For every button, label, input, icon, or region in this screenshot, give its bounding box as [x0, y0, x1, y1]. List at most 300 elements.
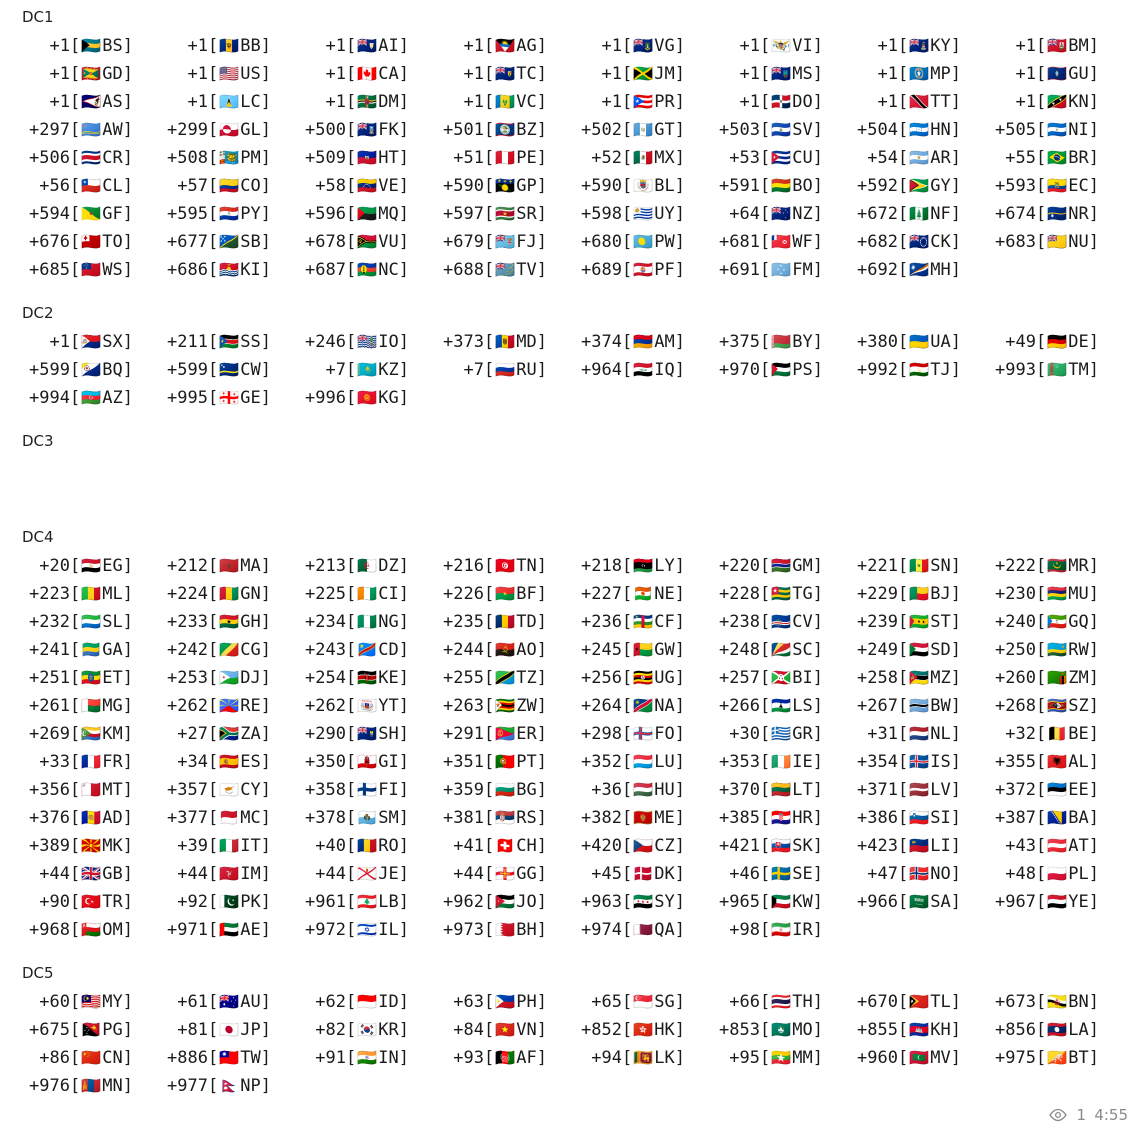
country-entry[interactable] [296, 916, 434, 944]
country-entry[interactable] [434, 720, 572, 748]
country-entry[interactable] [158, 916, 296, 944]
country-entry[interactable] [158, 1072, 296, 1100]
country-entry[interactable] [434, 916, 572, 944]
country-entry[interactable] [296, 988, 434, 1016]
country-entry[interactable] [296, 1044, 434, 1072]
country-entry[interactable] [20, 1072, 158, 1100]
flag-icon: 🇩🇲 [357, 92, 378, 111]
dial-code: +251 [29, 668, 70, 688]
country-entry[interactable] [986, 860, 1124, 888]
country-entry[interactable] [710, 172, 848, 200]
dial-code: +32 [1005, 724, 1036, 744]
country-entry[interactable] [20, 328, 158, 356]
country-entry[interactable] [710, 804, 848, 832]
country-entry[interactable] [710, 580, 848, 608]
country-entry[interactable] [986, 1044, 1124, 1072]
country-entry[interactable] [434, 328, 572, 356]
country-entry[interactable] [572, 88, 710, 116]
country-entry[interactable] [848, 832, 986, 860]
country-entry[interactable] [572, 116, 710, 144]
country-entry[interactable] [20, 60, 158, 88]
country-entry[interactable] [158, 748, 296, 776]
country-entry[interactable] [848, 608, 986, 636]
country-entry[interactable] [848, 356, 986, 384]
country-entry[interactable] [158, 664, 296, 692]
country-entry[interactable] [20, 32, 158, 60]
country-entry[interactable] [986, 580, 1124, 608]
country-entry[interactable] [710, 1044, 848, 1072]
bracket-close: ] [122, 148, 133, 168]
country-entry[interactable] [296, 1016, 434, 1044]
bracket-close: ] [1088, 752, 1099, 772]
country-entry[interactable] [848, 860, 986, 888]
country-entry[interactable] [20, 720, 158, 748]
bracket-open: [ [484, 232, 495, 252]
country-entry[interactable] [848, 172, 986, 200]
country-entry[interactable] [710, 552, 848, 580]
country-entry[interactable] [20, 860, 158, 888]
country-entry[interactable] [158, 1016, 296, 1044]
country-entry[interactable] [434, 116, 572, 144]
country-entry[interactable] [158, 32, 296, 60]
country-entry[interactable] [20, 748, 158, 776]
country-entry[interactable] [296, 832, 434, 860]
country-entry[interactable] [158, 144, 296, 172]
dial-code: +43 [1005, 836, 1036, 856]
country-entry[interactable] [572, 692, 710, 720]
country-entry[interactable] [20, 916, 158, 944]
flag-icon: 🇦🇱 [1047, 752, 1068, 771]
country-entry[interactable] [20, 776, 158, 804]
country-entry[interactable] [296, 720, 434, 748]
country-entry[interactable] [158, 608, 296, 636]
country-entry[interactable] [986, 832, 1124, 860]
country-entry[interactable] [848, 328, 986, 356]
country-entry[interactable] [158, 116, 296, 144]
country-entry[interactable] [434, 664, 572, 692]
country-entry[interactable] [986, 116, 1124, 144]
country-entry[interactable] [20, 88, 158, 116]
country-entry[interactable] [710, 256, 848, 284]
country-entry[interactable] [296, 860, 434, 888]
country-entry[interactable] [986, 776, 1124, 804]
country-entry[interactable] [158, 356, 296, 384]
country-entry[interactable] [710, 144, 848, 172]
country-entry[interactable] [710, 88, 848, 116]
country-entry[interactable] [296, 748, 434, 776]
country-entry[interactable] [20, 580, 158, 608]
country-entry[interactable] [158, 200, 296, 228]
country-entry[interactable] [296, 200, 434, 228]
country-entry[interactable] [296, 692, 434, 720]
country-entry[interactable] [296, 328, 434, 356]
country-entry[interactable] [986, 748, 1124, 776]
country-entry[interactable] [986, 228, 1124, 256]
bracket-close: ] [260, 780, 271, 800]
country-entry[interactable] [710, 356, 848, 384]
country-entry[interactable] [710, 200, 848, 228]
dial-code: +371 [857, 780, 898, 800]
flag-icon: 🇲🇬 [81, 696, 102, 715]
iso-code: MP [930, 64, 951, 84]
country-entry[interactable] [572, 1044, 710, 1072]
country-entry[interactable] [572, 256, 710, 284]
country-entry[interactable] [986, 32, 1124, 60]
country-entry[interactable] [848, 776, 986, 804]
country-entry[interactable] [986, 60, 1124, 88]
country-entry[interactable] [434, 832, 572, 860]
country-entry[interactable] [572, 552, 710, 580]
country-entry[interactable] [710, 116, 848, 144]
country-entry[interactable] [986, 144, 1124, 172]
country-entry[interactable] [20, 200, 158, 228]
bracket-close: ] [812, 92, 823, 112]
country-entry[interactable] [20, 172, 158, 200]
country-entry[interactable] [296, 776, 434, 804]
country-entry[interactable] [572, 804, 710, 832]
country-entry[interactable] [572, 172, 710, 200]
country-entry[interactable] [710, 720, 848, 748]
bracket-close: ] [674, 640, 685, 660]
country-entry[interactable] [986, 1016, 1124, 1044]
country-entry[interactable] [986, 988, 1124, 1016]
bracket-open: [ [70, 360, 81, 380]
country-entry[interactable] [158, 88, 296, 116]
country-entry[interactable] [848, 552, 986, 580]
dial-code: +351 [443, 752, 484, 772]
iso-code: DJ [240, 668, 261, 688]
bracket-close: ] [398, 204, 409, 224]
country-entry[interactable] [572, 608, 710, 636]
country-entry[interactable] [986, 608, 1124, 636]
country-entry[interactable] [434, 356, 572, 384]
country-entry[interactable] [572, 328, 710, 356]
country-entry[interactable] [20, 116, 158, 144]
country-entry[interactable] [710, 692, 848, 720]
bracket-close: ] [950, 584, 961, 604]
country-entry[interactable] [434, 172, 572, 200]
country-entry[interactable] [986, 200, 1124, 228]
country-entry[interactable] [572, 664, 710, 692]
iso-code: PL [1068, 864, 1089, 884]
country-entry[interactable] [434, 692, 572, 720]
country-entry[interactable] [710, 988, 848, 1016]
country-entry[interactable] [572, 200, 710, 228]
country-entry[interactable] [296, 144, 434, 172]
country-entry[interactable] [572, 988, 710, 1016]
bracket-open: [ [484, 120, 495, 140]
country-entry[interactable] [572, 580, 710, 608]
flag-icon: 🇧🇳 [1047, 992, 1068, 1011]
dial-code: +245 [581, 640, 622, 660]
country-entry[interactable] [296, 60, 434, 88]
country-entry[interactable] [434, 88, 572, 116]
iso-code: PY [240, 204, 261, 224]
country-entry[interactable] [158, 552, 296, 580]
country-entry[interactable] [434, 988, 572, 1016]
flag-icon: 🇮🇷 [771, 920, 792, 939]
country-entry[interactable] [434, 32, 572, 60]
bracket-open: [ [346, 584, 357, 604]
country-entry[interactable] [158, 60, 296, 88]
country-entry[interactable] [572, 916, 710, 944]
country-entry[interactable] [158, 888, 296, 916]
country-entry[interactable] [848, 580, 986, 608]
iso-code: GF [102, 204, 123, 224]
flag-icon: 🇿🇼 [495, 696, 516, 715]
country-entry[interactable] [572, 776, 710, 804]
flag-icon: 🇮🇳 [357, 1048, 378, 1067]
country-entry[interactable] [296, 256, 434, 284]
iso-code: EC [1068, 176, 1089, 196]
country-entry[interactable] [848, 720, 986, 748]
country-entry[interactable] [20, 1016, 158, 1044]
bracket-close: ] [122, 556, 133, 576]
country-entry[interactable] [434, 200, 572, 228]
country-entry[interactable] [20, 552, 158, 580]
country-entry[interactable] [434, 636, 572, 664]
country-entry[interactable] [986, 720, 1124, 748]
country-entry[interactable] [572, 356, 710, 384]
country-entry[interactable] [296, 32, 434, 60]
country-entry[interactable] [434, 228, 572, 256]
flag-icon: 🇬🇲 [771, 556, 792, 575]
country-entry[interactable] [848, 888, 986, 916]
country-entry[interactable] [434, 256, 572, 284]
country-entry[interactable] [158, 228, 296, 256]
country-entry[interactable] [572, 60, 710, 88]
bracket-open: [ [346, 836, 357, 856]
country-entry[interactable] [20, 664, 158, 692]
country-entry[interactable] [158, 988, 296, 1016]
dial-code: +45 [591, 864, 622, 884]
country-entry[interactable] [986, 552, 1124, 580]
country-entry[interactable] [710, 664, 848, 692]
country-entry[interactable] [434, 1044, 572, 1072]
country-entry[interactable] [710, 748, 848, 776]
country-entry[interactable] [158, 1044, 296, 1072]
country-entry[interactable] [848, 636, 986, 664]
country-entry[interactable] [848, 60, 986, 88]
flag-icon: 🇻🇺 [357, 232, 378, 251]
iso-code: AZ [102, 388, 123, 408]
country-entry[interactable] [710, 32, 848, 60]
country-entry[interactable] [20, 384, 158, 412]
bracket-close: ] [536, 864, 547, 884]
country-entry[interactable] [296, 228, 434, 256]
country-entry[interactable] [20, 256, 158, 284]
bracket-open: [ [760, 1020, 771, 1040]
country-entry[interactable] [296, 172, 434, 200]
bracket-open: [ [622, 584, 633, 604]
country-entry[interactable] [158, 804, 296, 832]
iso-code: BN [1068, 992, 1089, 1012]
country-entry[interactable] [20, 888, 158, 916]
iso-code: TW [240, 1048, 261, 1068]
flag-icon: 🇱🇮 [909, 836, 930, 855]
country-entry[interactable] [986, 172, 1124, 200]
country-entry[interactable] [158, 172, 296, 200]
bracket-close: ] [536, 612, 547, 632]
bracket-close: ] [260, 36, 271, 56]
country-entry[interactable] [572, 1016, 710, 1044]
bracket-close: ] [674, 36, 685, 56]
bracket-close: ] [812, 992, 823, 1012]
dial-code: +996 [305, 388, 346, 408]
bracket-close: ] [674, 752, 685, 772]
country-entry[interactable] [158, 692, 296, 720]
country-entry[interactable] [848, 988, 986, 1016]
bracket-close: ] [950, 724, 961, 744]
bracket-close: ] [674, 332, 685, 352]
flag-icon: 🇧🇧 [219, 36, 240, 55]
country-entry[interactable] [158, 580, 296, 608]
country-entry[interactable] [296, 664, 434, 692]
country-entry[interactable] [434, 804, 572, 832]
country-entry[interactable] [848, 1016, 986, 1044]
iso-code: YT [378, 696, 399, 716]
country-entry[interactable] [710, 228, 848, 256]
country-entry[interactable] [296, 116, 434, 144]
country-entry[interactable] [848, 664, 986, 692]
iso-code: NR [1068, 204, 1089, 224]
country-entry[interactable] [158, 776, 296, 804]
flag-icon: 🇵🇱 [1047, 864, 1068, 883]
country-entry[interactable] [710, 636, 848, 664]
country-entry[interactable] [848, 748, 986, 776]
country-entry[interactable] [20, 1044, 158, 1072]
country-entry[interactable] [572, 144, 710, 172]
iso-code: TL [930, 992, 951, 1012]
country-entry[interactable] [986, 636, 1124, 664]
country-entry[interactable] [572, 636, 710, 664]
country-entry[interactable] [848, 228, 986, 256]
country-entry[interactable] [20, 692, 158, 720]
country-entry[interactable] [710, 776, 848, 804]
bracket-open: [ [622, 148, 633, 168]
country-entry[interactable] [20, 804, 158, 832]
country-entry[interactable] [20, 832, 158, 860]
bracket-open: [ [760, 176, 771, 196]
country-entry[interactable] [710, 608, 848, 636]
country-entry[interactable] [158, 860, 296, 888]
country-entry[interactable] [710, 1016, 848, 1044]
country-entry[interactable] [296, 608, 434, 636]
country-entry[interactable] [434, 860, 572, 888]
country-entry[interactable] [20, 988, 158, 1016]
country-entry[interactable] [434, 608, 572, 636]
country-entry[interactable] [296, 552, 434, 580]
iso-code: CY [240, 780, 261, 800]
country-entry[interactable] [158, 384, 296, 412]
country-entry[interactable] [434, 60, 572, 88]
country-entry[interactable] [158, 256, 296, 284]
country-entry[interactable] [572, 720, 710, 748]
country-entry[interactable] [158, 832, 296, 860]
country-entry[interactable] [572, 748, 710, 776]
country-entry[interactable] [710, 60, 848, 88]
country-entry[interactable] [986, 804, 1124, 832]
country-entry[interactable] [848, 88, 986, 116]
country-entry[interactable] [296, 804, 434, 832]
bracket-open: [ [346, 232, 357, 252]
country-entry[interactable] [848, 256, 986, 284]
country-entry[interactable] [158, 328, 296, 356]
bracket-close: ] [260, 92, 271, 112]
country-entry[interactable] [848, 144, 986, 172]
country-entry[interactable] [986, 692, 1124, 720]
country-entry[interactable] [20, 144, 158, 172]
bracket-open: [ [1036, 64, 1047, 84]
bracket-close: ] [950, 864, 961, 884]
bracket-close: ] [950, 808, 961, 828]
country-entry[interactable] [848, 1044, 986, 1072]
dial-code: +257 [719, 668, 760, 688]
country-entry[interactable] [158, 720, 296, 748]
country-entry[interactable] [158, 636, 296, 664]
bracket-open: [ [898, 892, 909, 912]
country-entry[interactable] [848, 804, 986, 832]
bracket-close: ] [812, 332, 823, 352]
country-entry[interactable] [572, 832, 710, 860]
flag-icon: 🇸🇰 [771, 836, 792, 855]
bracket-open: [ [346, 36, 357, 56]
country-entry[interactable] [20, 608, 158, 636]
bracket-close: ] [812, 724, 823, 744]
country-entry[interactable] [296, 384, 434, 412]
country-entry[interactable] [848, 32, 986, 60]
iso-code: PT [516, 752, 537, 772]
country-entry[interactable] [572, 32, 710, 60]
country-entry[interactable] [296, 88, 434, 116]
country-entry[interactable] [710, 328, 848, 356]
country-entry[interactable] [434, 580, 572, 608]
country-entry[interactable] [848, 200, 986, 228]
country-entry[interactable] [986, 356, 1124, 384]
country-entry[interactable] [986, 664, 1124, 692]
country-entry[interactable] [848, 692, 986, 720]
country-entry[interactable] [986, 328, 1124, 356]
bracket-close: ] [674, 920, 685, 940]
country-entry[interactable] [434, 888, 572, 916]
country-entry[interactable] [296, 356, 434, 384]
country-entry[interactable] [710, 860, 848, 888]
country-entry[interactable] [986, 888, 1124, 916]
country-entry[interactable] [572, 228, 710, 256]
iso-code: VI [792, 36, 813, 56]
country-entry[interactable] [710, 888, 848, 916]
country-entry[interactable] [848, 116, 986, 144]
country-entry[interactable] [986, 88, 1124, 116]
country-entry[interactable] [434, 748, 572, 776]
country-entry[interactable] [20, 636, 158, 664]
country-entry[interactable] [572, 860, 710, 888]
dial-code: +1 [601, 36, 622, 56]
country-entry[interactable] [296, 888, 434, 916]
country-entry[interactable] [710, 832, 848, 860]
dial-code: +370 [719, 780, 760, 800]
country-entry[interactable] [434, 1016, 572, 1044]
country-entry[interactable] [710, 916, 848, 944]
country-entry[interactable] [296, 636, 434, 664]
country-entry[interactable] [296, 580, 434, 608]
country-entry[interactable] [20, 356, 158, 384]
country-entry[interactable] [434, 776, 572, 804]
country-entry[interactable] [572, 888, 710, 916]
country-entry[interactable] [20, 228, 158, 256]
country-entry[interactable] [434, 144, 572, 172]
country-entry[interactable] [434, 552, 572, 580]
